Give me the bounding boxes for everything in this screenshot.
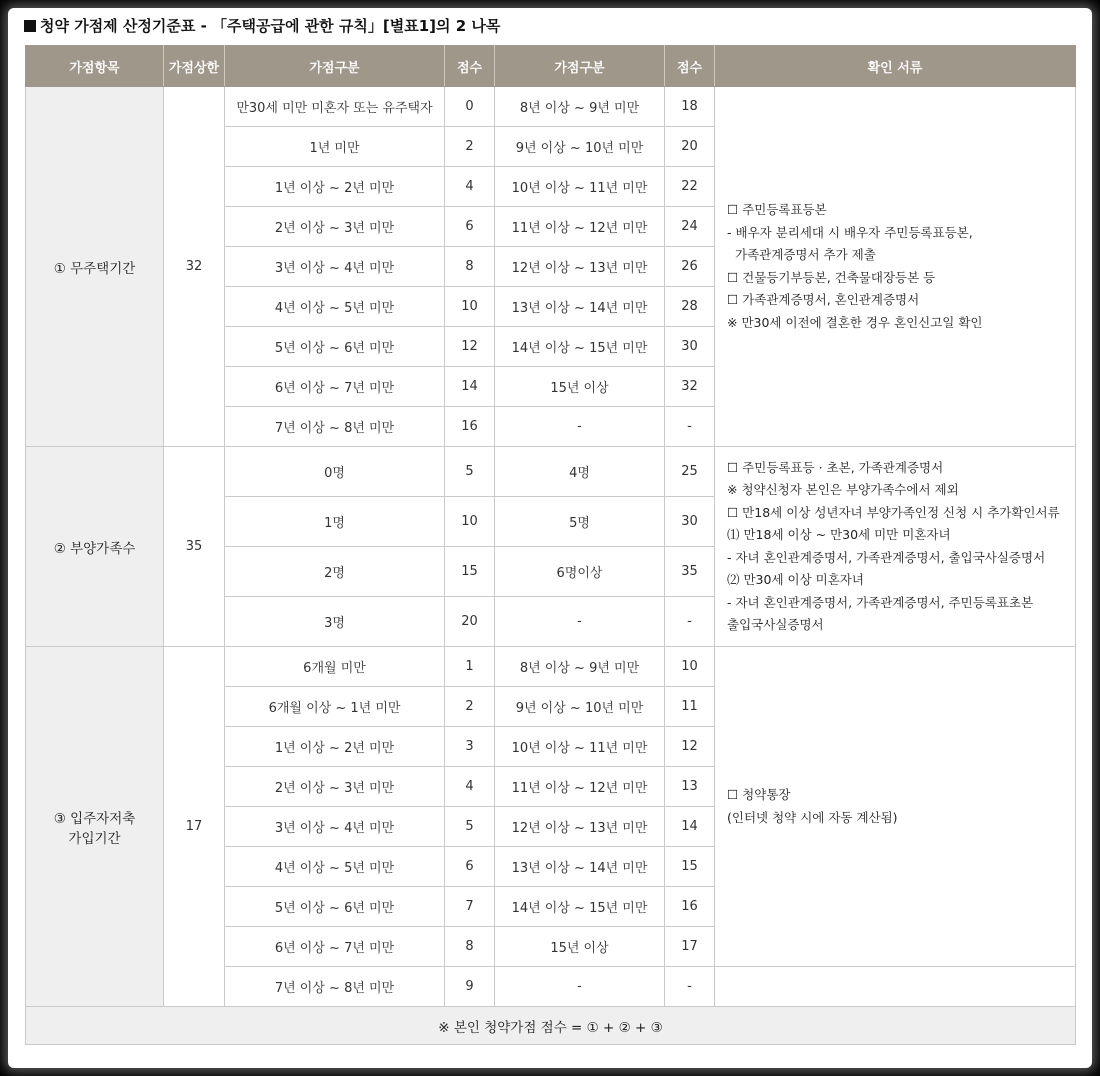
score-cell: 35 (665, 547, 715, 597)
criteria-cell: 9년 이상 ~ 10년 미만 (495, 127, 665, 167)
criteria-cell: 6개월 미만 (225, 647, 445, 687)
category-label: 가입기간 (68, 830, 121, 847)
table-title (24, 11, 500, 41)
score-cell: 11 (665, 687, 715, 727)
table-body (26, 87, 1076, 1007)
criteria-cell: 0명 (225, 447, 445, 497)
table-row (26, 447, 1076, 497)
document-frame (8, 8, 1092, 1068)
score-cell: 7 (445, 887, 495, 927)
document-line: 가족관계증명서 추가 제출 (735, 247, 876, 262)
documents-cell (715, 87, 1076, 447)
document-line: ⑴ 만18세 이상 ~ 만30세 미만 미혼자녀 (727, 527, 951, 542)
criteria-cell: 11년 이상 ~ 12년 미만 (495, 207, 665, 247)
document-line: - 배우자 분리세대 시 배우자 주민등록표등본, (727, 224, 973, 240)
document-line: ⑵ 만30세 이상 미혼자녀 (727, 572, 864, 587)
score-cell: 16 (445, 407, 495, 447)
criteria-cell: 7년 이상 ~ 8년 미만 (225, 967, 445, 1007)
score-cell: 8 (445, 247, 495, 287)
score-cell: 32 (665, 367, 715, 407)
footer-row (26, 1007, 1076, 1045)
criteria-cell: 2명 (225, 547, 445, 597)
criteria-cell: 15년 이상 (495, 367, 665, 407)
document-line: - 자녀 혼인관계증명서, 가족관계증명서, 출입국사실증명서 (727, 549, 1046, 565)
max-score-cell: 32 (164, 87, 225, 447)
criteria-cell: 5년 이상 ~ 6년 미만 (225, 327, 445, 367)
criteria-cell: 4명 (495, 447, 665, 497)
criteria-cell: 4년 이상 ~ 5년 미만 (225, 287, 445, 327)
score-cell: 20 (665, 127, 715, 167)
category-label: ① 무주택기간 (53, 260, 136, 277)
score-cell: 4 (445, 767, 495, 807)
criteria-cell: 14년 이상 ~ 15년 미만 (495, 887, 665, 927)
criteria-cell: 12년 이상 ~ 13년 미만 (495, 807, 665, 847)
criteria-cell: 1년 이상 ~ 2년 미만 (225, 727, 445, 767)
criteria-cell: 3년 이상 ~ 4년 미만 (225, 247, 445, 287)
table-row (26, 647, 1076, 687)
document-line: ☐ 건물등기부등본, 건축물대장등본 등 (727, 269, 936, 285)
score-cell: 5 (445, 807, 495, 847)
max-score-cell: 35 (164, 447, 225, 647)
criteria-cell: 2년 이상 ~ 3년 미만 (225, 207, 445, 247)
score-cell: 30 (665, 327, 715, 367)
documents-cell (715, 647, 1076, 967)
score-cell: 8 (445, 927, 495, 967)
document-line: ☐ 만18세 이상 성년자녀 부양가족인정 신청 시 추가확인서류 (727, 504, 1060, 520)
criteria-cell: 1명 (225, 497, 445, 547)
score-cell: 17 (665, 927, 715, 967)
document-line: ※ 청약신청자 본인은 부양가족수에서 제외 (727, 482, 959, 497)
score-cell: 12 (665, 727, 715, 767)
criteria-cell: 14년 이상 ~ 15년 미만 (495, 327, 665, 367)
header-cell: 점수 (665, 46, 715, 87)
score-cell: 12 (445, 327, 495, 367)
score-cell: 28 (665, 287, 715, 327)
criteria-cell: 6년 이상 ~ 7년 미만 (225, 367, 445, 407)
score-cell: - (665, 597, 715, 647)
header-cell: 가점구분 (225, 46, 445, 87)
documents-cell (715, 447, 1076, 647)
document-line: ☐ 가족관계증명서, 혼인관계증명서 (727, 292, 920, 307)
score-cell: 26 (665, 247, 715, 287)
document-line: - 자녀 혼인관계증명서, 가족관계증명서, 주민등록표초본 (727, 594, 1034, 610)
criteria-cell: 10년 이상 ~ 11년 미만 (495, 727, 665, 767)
criteria-cell: 10년 이상 ~ 11년 미만 (495, 167, 665, 207)
criteria-cell: 3명 (225, 597, 445, 647)
score-cell: 14 (445, 367, 495, 407)
criteria-cell: 6명이상 (495, 547, 665, 597)
header-cell: 가점항목 (26, 46, 164, 87)
table-row (26, 87, 1076, 127)
max-score-cell: 17 (164, 647, 225, 1007)
score-cell: 15 (445, 547, 495, 597)
criteria-cell: - (495, 407, 665, 447)
score-cell: 30 (665, 497, 715, 547)
header-row (26, 46, 1076, 87)
score-cell: 6 (445, 847, 495, 887)
criteria-cell: 2년 이상 ~ 3년 미만 (225, 767, 445, 807)
score-cell: 2 (445, 687, 495, 727)
score-cell: 24 (665, 207, 715, 247)
criteria-cell: 5년 이상 ~ 6년 미만 (225, 887, 445, 927)
total-score-formula: ※ 본인 청약가점 점수 = ① + ② + ③ (26, 1007, 1076, 1045)
criteria-cell: 만30세 미만 미혼자 또는 유주택자 (225, 87, 445, 127)
score-cell: 18 (665, 87, 715, 127)
score-cell: 22 (665, 167, 715, 207)
criteria-cell: 4년 이상 ~ 5년 미만 (225, 847, 445, 887)
header-cell: 가점구분 (495, 46, 665, 87)
score-cell: 10 (445, 287, 495, 327)
title-text: 청약 가점제 산정기준표 - 「주택공급에 관한 규칙」[별표1]의 2 나목 (40, 17, 501, 35)
criteria-cell: 5명 (495, 497, 665, 547)
score-cell: 20 (445, 597, 495, 647)
scoring-table (25, 45, 1076, 1045)
score-cell: 15 (665, 847, 715, 887)
criteria-cell: 6년 이상 ~ 7년 미만 (225, 927, 445, 967)
score-cell: 2 (445, 127, 495, 167)
document-line: (인터넷 청약 시에 자동 계산됨) (727, 809, 898, 825)
score-cell: 14 (665, 807, 715, 847)
document-line: ☐ 주민등록표등본 (727, 202, 827, 217)
criteria-cell: 9년 이상 ~ 10년 미만 (495, 687, 665, 727)
criteria-cell: 13년 이상 ~ 14년 미만 (495, 847, 665, 887)
score-cell: 13 (665, 767, 715, 807)
category-cell (26, 447, 164, 647)
score-cell: 9 (445, 967, 495, 1007)
criteria-cell: - (495, 967, 665, 1007)
score-cell: 5 (445, 447, 495, 497)
criteria-cell: 3년 이상 ~ 4년 미만 (225, 807, 445, 847)
criteria-cell: 8년 이상 ~ 9년 미만 (495, 647, 665, 687)
score-cell: 1 (445, 647, 495, 687)
header-cell: 가점상한 (164, 46, 225, 87)
document-line: 출입국사실증명서 (727, 617, 824, 632)
score-cell: - (665, 967, 715, 1007)
score-cell: 10 (445, 497, 495, 547)
document-line: ☐ 주민등록표등 · 초본, 가족관계증명서 (727, 459, 944, 475)
square-bullet-icon (24, 20, 36, 32)
score-cell: 10 (665, 647, 715, 687)
criteria-cell: 7년 이상 ~ 8년 미만 (225, 407, 445, 447)
header-cell: 점수 (445, 46, 495, 87)
criteria-cell: 8년 이상 ~ 9년 미만 (495, 87, 665, 127)
score-cell: 25 (665, 447, 715, 497)
score-cell: 3 (445, 727, 495, 767)
criteria-cell: 1년 미만 (225, 127, 445, 167)
score-cell: 4 (445, 167, 495, 207)
criteria-cell: 6개월 이상 ~ 1년 미만 (225, 687, 445, 727)
criteria-cell: 13년 이상 ~ 14년 미만 (495, 287, 665, 327)
score-cell: 0 (445, 87, 495, 127)
category-cell (26, 647, 164, 1007)
criteria-cell: 12년 이상 ~ 13년 미만 (495, 247, 665, 287)
document-line: ※ 만30세 이전에 결혼한 경우 혼인신고일 확인 (727, 314, 983, 330)
empty-docs-cell (715, 967, 1076, 1007)
criteria-cell: 1년 이상 ~ 2년 미만 (225, 167, 445, 207)
criteria-cell: 11년 이상 ~ 12년 미만 (495, 767, 665, 807)
criteria-cell: 15년 이상 (495, 927, 665, 967)
document-line: ☐ 청약통장 (727, 787, 791, 802)
score-cell: 6 (445, 207, 495, 247)
category-label: ③ 입주자저축 (53, 810, 136, 827)
header-cell: 확인 서류 (715, 46, 1076, 87)
score-cell: 16 (665, 887, 715, 927)
criteria-cell: - (495, 597, 665, 647)
category-label: ② 부양가족수 (53, 540, 136, 557)
category-cell (26, 87, 164, 447)
score-cell: - (665, 407, 715, 447)
